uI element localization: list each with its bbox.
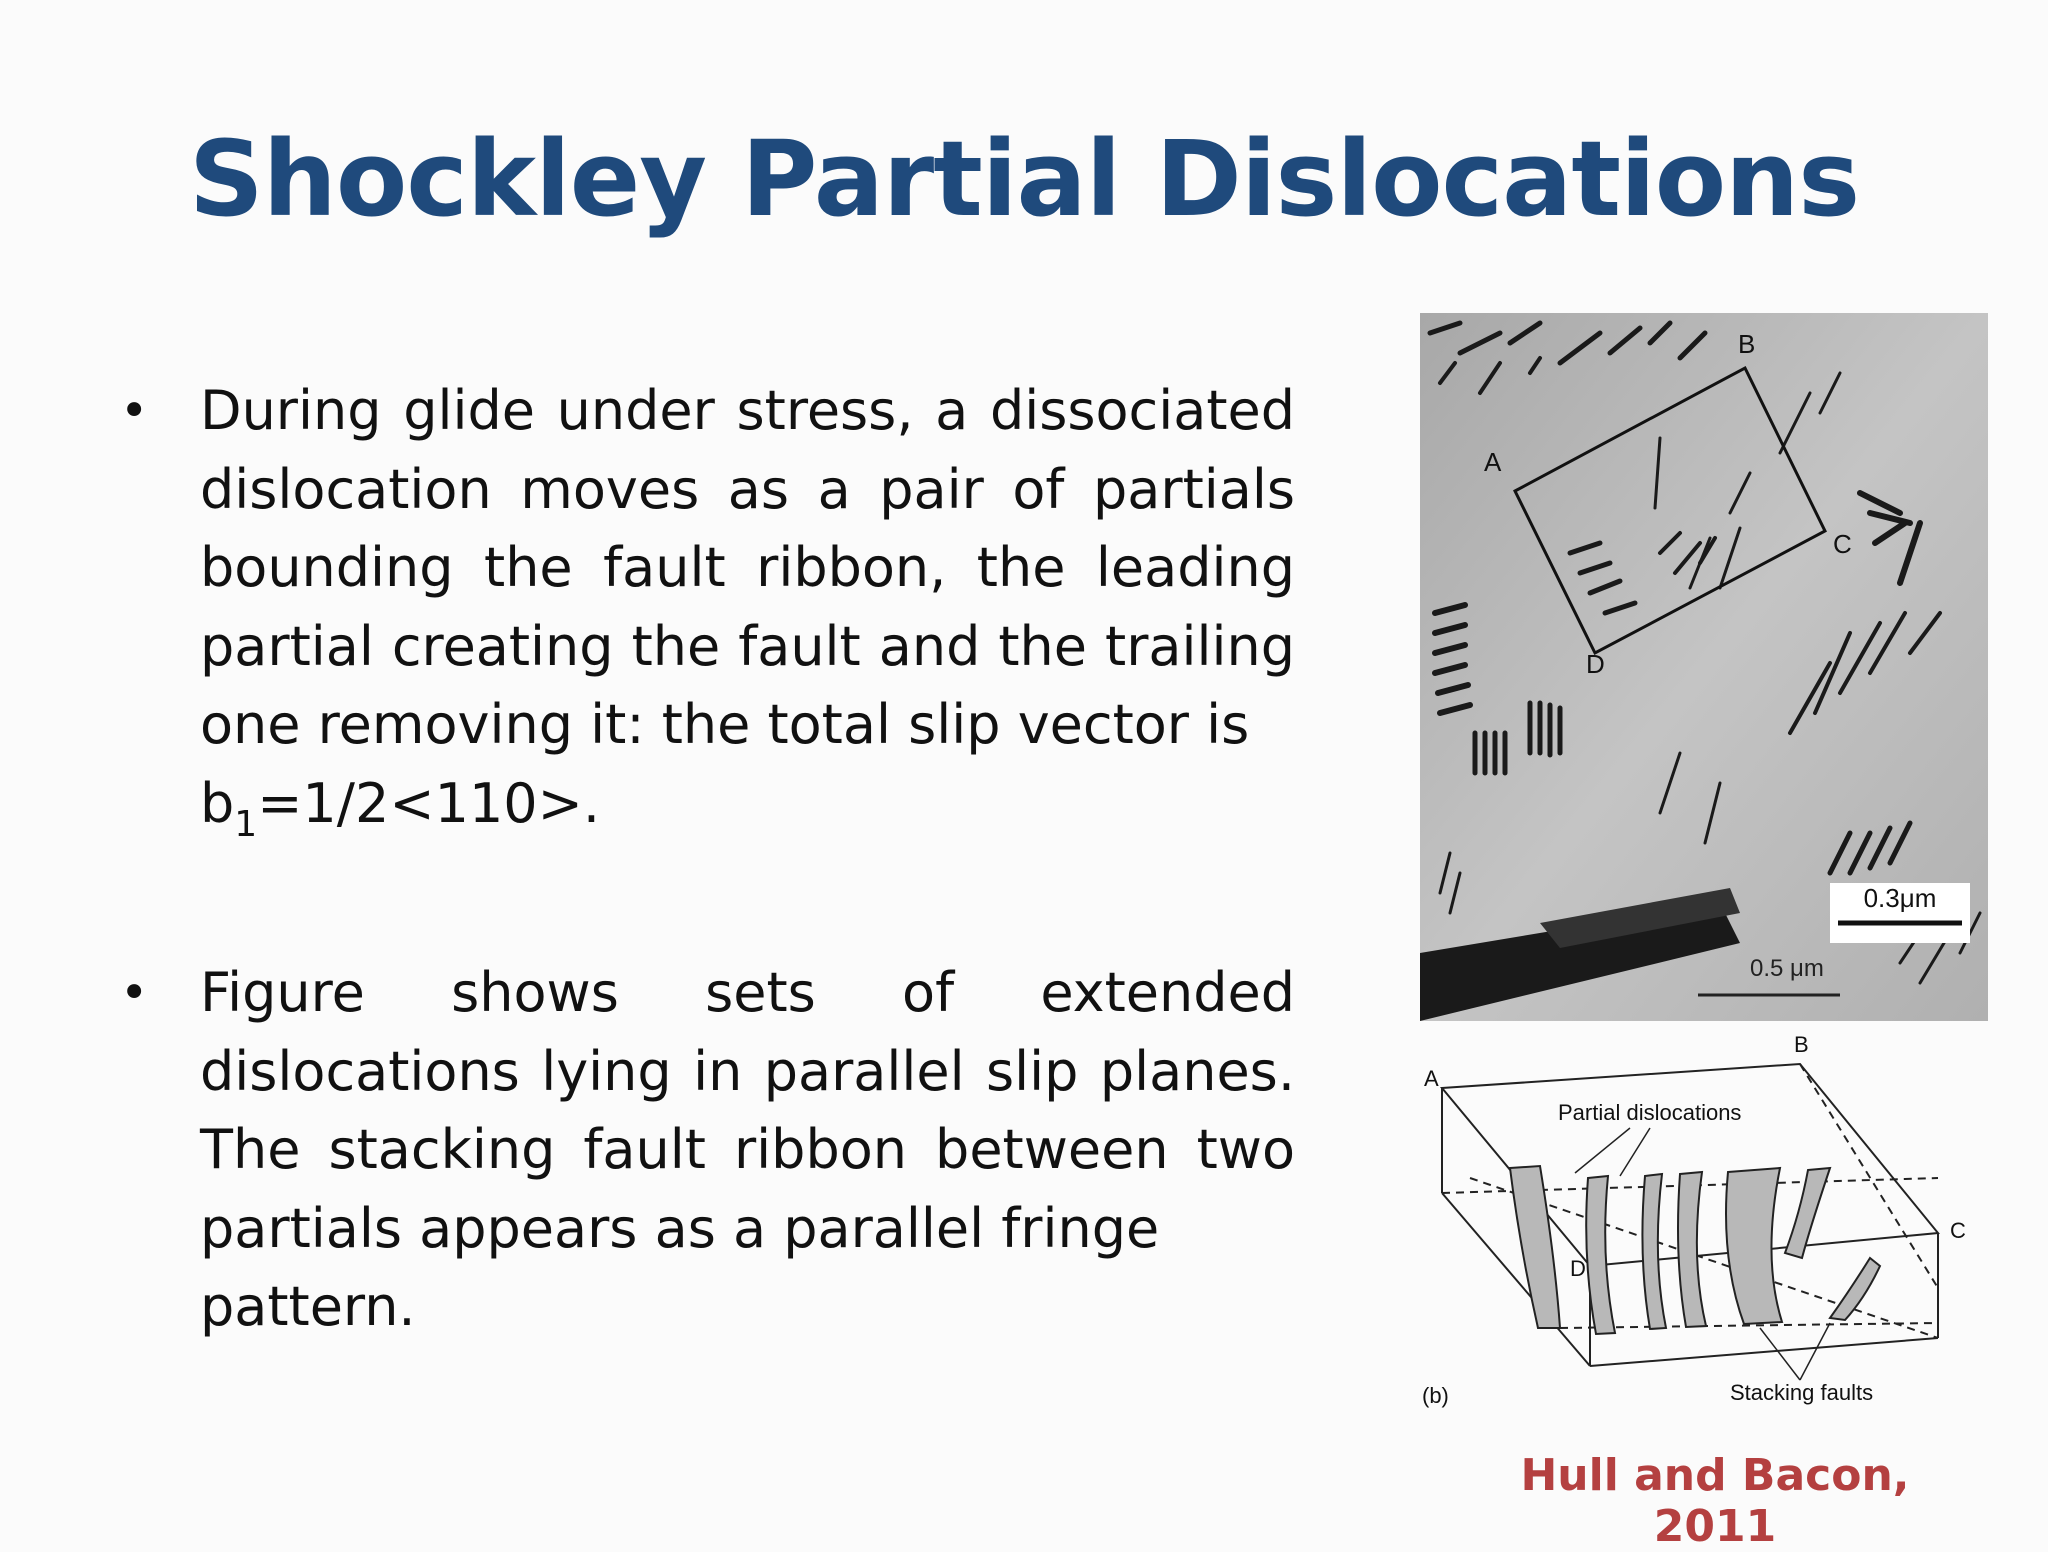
bullet-point-2 (120, 954, 1295, 1347)
diagram-label-c: C (1950, 1218, 1966, 1243)
secondary-scale-label: 0.5 μm (1750, 955, 1824, 982)
citation: Hull and Bacon, 2011 (1520, 1450, 1910, 1552)
diagram-label-a: A (1424, 1066, 1439, 1091)
slip-vector-formula: $b_1=1/2<110>$. (200, 771, 601, 845)
bullet-text-1: During glide under stress, a dissociated dislocation moves as a pair of partials bounding the fault ribbon, the leading partial creating the fault and the trailing one removing it: the total slip vector is $b_1=1/2<110>$. (200, 379, 1295, 845)
diagram-label-b: B (1794, 1032, 1809, 1057)
scale-bar-label: 0.3μm (1863, 883, 1937, 913)
stacking-fault-diagram (1410, 1028, 1998, 1428)
diagram-panel-label: (b) (1422, 1383, 1449, 1408)
bullet-icon: • (120, 965, 149, 1021)
slide-title: Shockley Partial Dislocations (188, 118, 1860, 240)
partial-dislocations-label: Partial dislocations (1558, 1100, 1742, 1125)
bullet-icon: • (120, 383, 149, 439)
micrograph-label-c: C (1833, 529, 1852, 559)
bullet-text-2: Figure shows sets of extended dislocations lying in parallel slip planes. The stacking fault ribbon between two partials appears as a parallel fringe pattern. (200, 961, 1295, 1338)
stacking-faults-label: Stacking faults (1730, 1380, 1874, 1405)
diagram-label-d: D (1570, 1256, 1586, 1281)
micrograph-label-b: B (1738, 329, 1756, 359)
bullet-point-1 (120, 372, 1295, 843)
micrograph-label-d: D (1586, 649, 1605, 679)
micrograph-label-a: A (1484, 447, 1502, 477)
tem-micrograph (1420, 313, 1988, 1021)
